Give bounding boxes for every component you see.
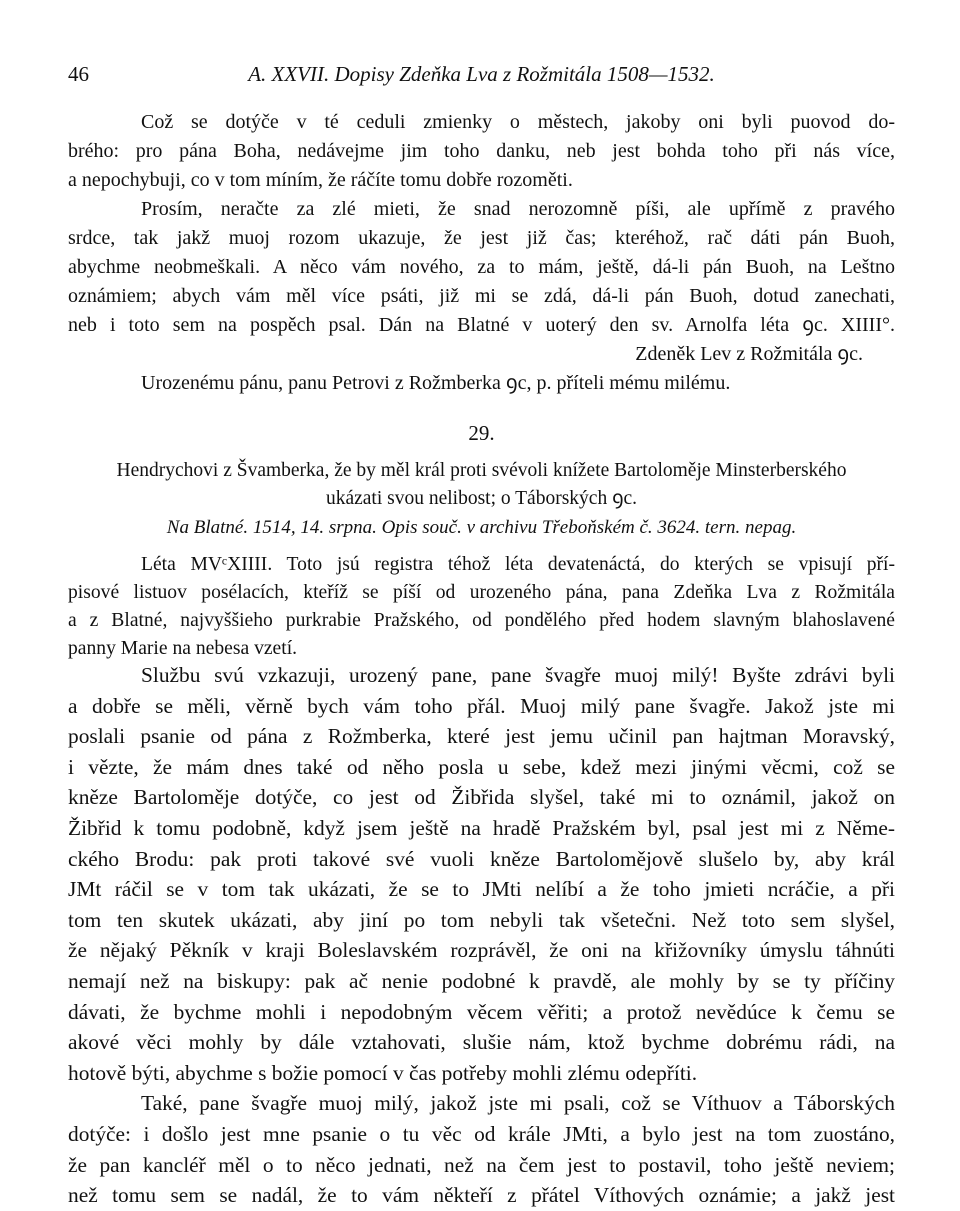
text-line: hotově býti, abychme s božie pomocí v čas potřeby mohli zlému odepříti. xyxy=(68,1060,698,1085)
text-line: oznámiem; abych vám měl více psáti, již mi se zdá, dá-li pán Buoh, dotud zanechati, xyxy=(68,285,895,307)
document-number: 29. xyxy=(468,421,495,445)
text-line: neb i toto sem na pospěch psal. Dán na Blatné v uoterý den sv. Arnolfa léta ꝯc. XIIII°. xyxy=(68,314,895,336)
text-line: tom ten skutek ukázati, aby jiní po tom nebyli tak všetečni. Než toto sem slyšel, xyxy=(68,907,895,932)
running-title: A. XXVII. Dopisy Zdeňka Lva z Rožmitála 1508—1532. xyxy=(248,62,715,86)
text-line: že nějaký Pěkník v kraji Boleslavském rozprávěl, že oni na křižovníky úmyslu táhnúti xyxy=(68,938,895,963)
text-line: Službu svú vzkazuji, urozený pane, pane švagře muoj milý! Byšte zdrávi byli xyxy=(141,663,895,687)
text-line: poslali psanie od pána z Rožmberka, které jest jemu učinil pan hajtman Moravský, xyxy=(68,724,895,749)
text-line: dávati, že bychme mohli i nepodobným věcem věřiti; a protož nevědúce k čemu se xyxy=(68,999,895,1024)
text-line: Žibřid k tomu podobně, když jsem ještě na hradě Pražském byl, psal jest mi z Něme- xyxy=(68,815,895,840)
text-line: a nepochybuji, co v tom míním, že ráčíte tomu dobře rozoměti. xyxy=(68,169,573,191)
letter-text xyxy=(68,660,895,1211)
text-line: JMt ráčil se v tom tak ukázati, že se to JMti nelíbí a že toho jmieti ncráčie, a při xyxy=(68,877,895,902)
signature: Zdeněk Lev z Rožmitála ꝯc. xyxy=(635,343,863,365)
regest-line: Hendrychovi z Švamberka, že by měl král proti svévoli knížete Bartoloměje Minsterberského xyxy=(116,460,847,481)
text-line: že pan kancléř měl o to něco jednati, než na čem jest to postavil, toho ještě neviem; xyxy=(68,1152,895,1177)
text-line: panny Marie na nebesa vzetí. xyxy=(68,638,298,659)
text-line: ckého Brodu: pak proti takové své vuoli kněze Bartolomějově slušelo by, aby král xyxy=(68,846,895,871)
continuation-text xyxy=(68,108,895,398)
text-line: akové věci mohly by dále vztahovati, slušie nám, ktož bychme dobrému rádi, na xyxy=(68,1030,895,1055)
text-line: abychme neobmeškali. A něco vám nového, za to mám, ještě, dá-li pán Buoh, na Leštno xyxy=(68,256,895,278)
text-line: i vězte, že mám dnes také od něho posla u sebe, kdež mezi jinými věcmi, což se xyxy=(68,754,895,779)
text-line: dotýče: i došlo jest mne psanie o tu věc od krále JMti, a bylo jest na tom zuostáno, xyxy=(68,1121,895,1146)
text-line: Prosím, neračte za zlé mieti, že snad nerozomně píši, ale upřímě z pravého xyxy=(141,198,895,220)
running-head xyxy=(68,62,895,90)
source-note: Na Blatné. 1514, 14. srpna. Opis souč. v archivu Třeboňském č. 3624. tern. nepag. xyxy=(166,517,797,538)
text-line: nemají než na biskupy: pak ač nenie podobné k pravdě, ale mohly by se ty příčiny xyxy=(68,968,895,993)
document-regest xyxy=(68,457,895,513)
text-line: a z Blatné, najvyššieho purkrabie Pražského, od pondělého před hodem slavným blahoslavené xyxy=(68,610,895,631)
text-line: než tomu sem se nadál, že to vám někteří z přátel Víthových oznámie; a jakž jest xyxy=(68,1183,895,1208)
address: Urozenému pánu, panu Petrovi z Rožmberka ꝯc, p. příteli mému milému. xyxy=(141,372,731,394)
text-line: Což se dotýče v té ceduli zmienky o městech, jakoby oni byli puovod do- xyxy=(141,111,895,133)
text-line: a dobře se měli, věrně bych vám toho přál. Muoj milý pane švagře. Jakož jste mi xyxy=(68,693,895,718)
text-line: kněze Bartoloměje dotýče, co jest od Žibřida slyšel, také mi to oznámil, jakož on xyxy=(68,785,895,810)
regest-line: ukázati svou nelibost; o Táborských ꝯc. xyxy=(325,488,638,509)
text-line: Léta MVᶜXIIII. Toto jsú registra téhož léta devatenáctá, do kterých se vpisují pří- xyxy=(141,554,895,575)
text-line: pisové listuov posélacích, kteříž se píší od urozeného pána, pana Zdeňka Lva z Rožmitála xyxy=(68,582,895,603)
register-intro xyxy=(68,551,895,663)
page-number: 46 xyxy=(68,62,89,86)
text-line: Také, pane švagře muoj milý, jakož jste mi psali, což se Víthuov a Táborských xyxy=(141,1091,895,1116)
text-line: srdce, tak jakž muoj rozom ukazuje, že jest již čas; kteréhož, rač dáti pán Buoh, xyxy=(68,227,895,249)
text-line: brého: pro pána Boha, nedávejme jim toho danku, neb jest bohda toho při nás více, xyxy=(68,140,895,162)
